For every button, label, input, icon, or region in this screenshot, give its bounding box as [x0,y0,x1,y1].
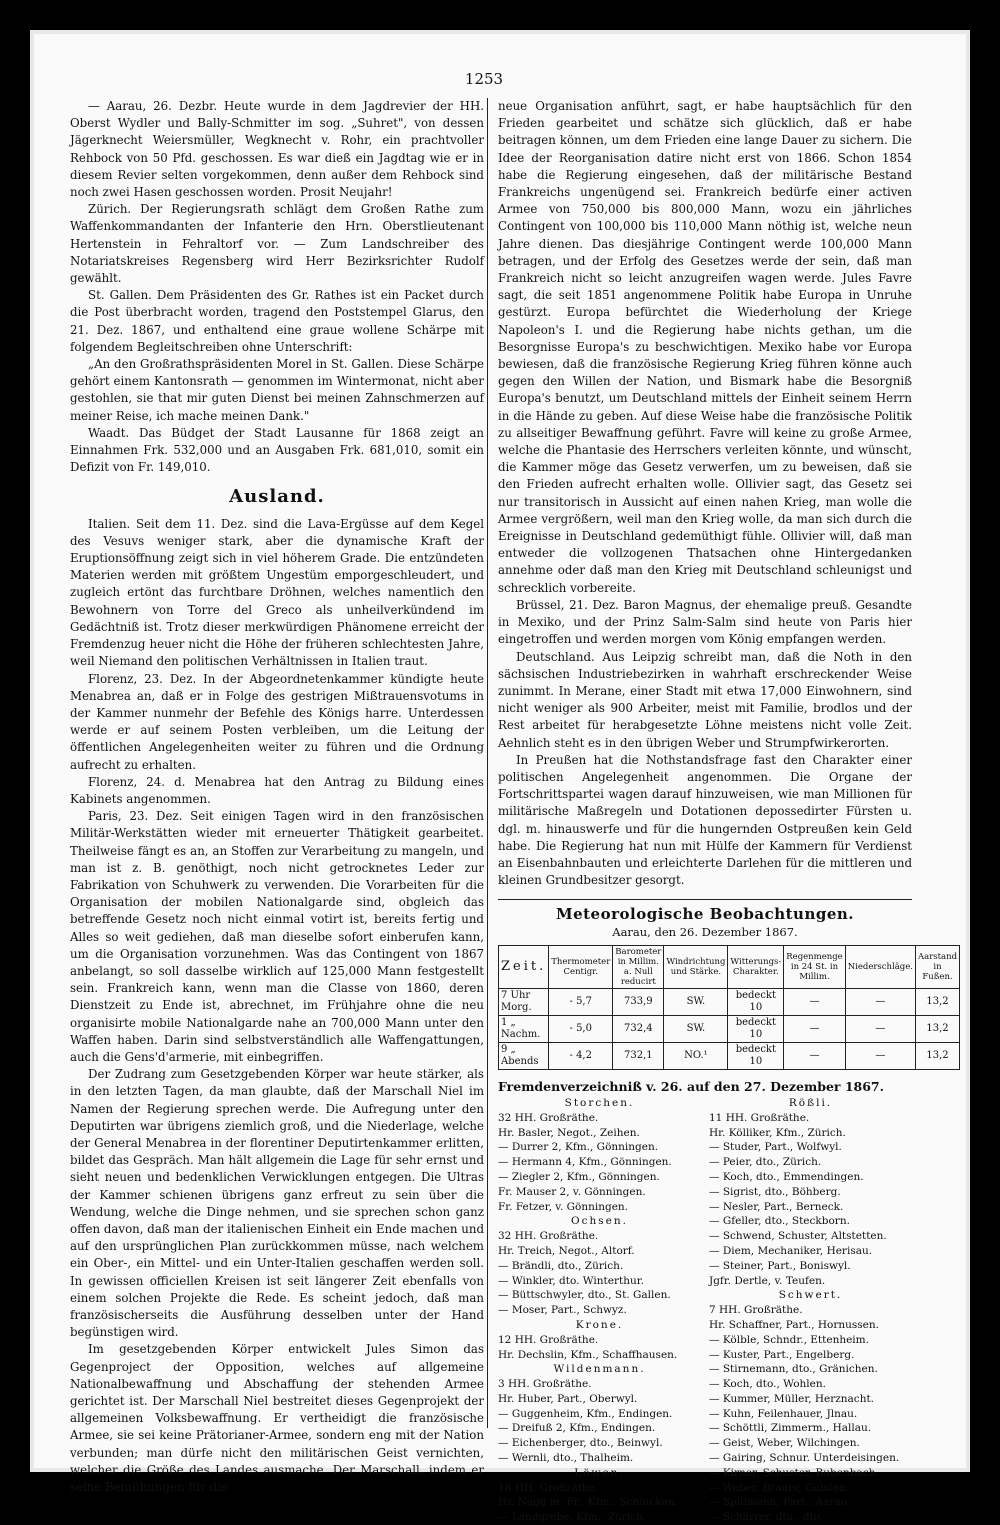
right-column [498,98,958,1525]
guest-list-column-right [709,1096,912,1525]
section-divider [498,899,912,900]
guest-entry: — Weber, Brauer, Golaten. [709,1481,850,1494]
hotel-name: Storchen. [564,1096,635,1109]
guest-entry: Hr. Basler, Negot., Zeihen. [498,1126,640,1139]
article-preussen: In Preußen hat die Nothstandsfrage fast den Charakter einer politischen Angelegenheit angenommen. Die Organe der Fortschrittspartei wagen darauf hinzuweisen, wie man Millionen für militärische Maßregeln und Dotationen depossedirter Fürsten u. dgl. m. hinauswerfe und für die hungernden Ostpreußen kein Geld habe. Die Regierung hat nun mit Hülfe der Kammern für Verdienst an Eisenbahnbauten und erleichterte Darlehen für die mittleren und kleinen Grundbesitzer gesorgt. [498,752,912,888]
hotel-name: Löwen. [574,1466,625,1479]
hotel-name: Wildenmann. [553,1363,646,1376]
guest-entry: 11 HH. Großräthe. [709,1111,810,1124]
meteo-row [499,1015,960,1042]
meteo-title: Meteorologische Beobachtungen. [555,905,855,924]
meteo-cell: NO.¹ [664,1042,728,1069]
article-st-gallen-letter: „An den Großrathspräsidenten Morel in St. Gallen. Diese Schärpe gehört einem Kantonsrath — genommen im Wintermonat, nicht aber gestohlen, sie that mir guten Dienst bei meinen Zahnschmerzen auf meiner Reise, ich mache meinen Dank." [70,357,484,423]
guest-entry: Fr. Mauser 2, v. Gönningen. [498,1185,646,1198]
meteo-cell: — [784,1015,845,1042]
article-paris-2: Der Zudrang zum Gesetzgebenden Körper war heute stärker, als in den letzten Tagen, da man glaubte, daß der Marschall Niel im Namen der Regierung sprechen werde. Die Aufregung unter den Deputirten war übrigens ziemlich groß, und die Niederlage, welche der General Menabrea in der florentiner Deputirtenkammer erlitten, bildet das Gespräch. Man hält allgemein die Lage für sehr ernst und sieht neuen und bedenklichen Verwicklungen entgegen. Die Ultras der Kammer schienen übrigens ganz erfreut zu sein über die Wendung, welche die Dinge nehmen, und sie sprechen schon ganz offen davon, daß man der italienischen Einheit ein Ende machen und auf den ursprünglichen Plan zurückkommen müsse, nach welchem ein Ober-, ein Mittel- und ein Unter-Italien geschaffen werden soll. In gewissen officiellen Kreisen ist seit längerer Zeit ebenfalls von einem solchen Projekte die Rede. Es scheint jedoch, daß man französischerseits die Ausführung desselben unter der Hand begünstigen wird. [70,1067,484,1340]
article-zuerich: Zürich. Der Regierungsrath schlägt dem Großen Rathe zum Waffenkommandanten der Infanterie den Hrn. Oberstlieutenant Hertenstein in Fehraltorf vor. — Zum Landschreiber des Notariatskreises Regensberg wird Herr Bezirksrichter Rudolf gewählt. [70,202,484,286]
guest-entry: — Landgrebe, Kfm., Zürich. [498,1511,647,1524]
guest-list [498,1096,912,1525]
guest-entry: — Spillmann, Part., Aarau. [709,1496,851,1509]
meteo-header-cell: Witterungs-Charakter. [728,945,784,988]
meteo-header-cell: Aarstand in Fußen. [915,945,959,988]
guest-entry: Hr. Treich, Negot., Altorf. [498,1244,635,1257]
article-florenz-23: Florenz, 23. Dez. In der Abgeordnetenkammer kündigte heute Menabrea an, daß er in Folge des gestrigen Mißtrauensvotums in der Kammer nunmehr der Befehle des Königs harre. Unterdessen werde er auf seinem Posten verbleiben, um die Leitung der öffentlichen Angelegenheiten weiter zu führen und die Ordnung aufrecht zu erhalten. [70,671,484,772]
guest-entry: — Schwend, Schuster, Altstetten. [709,1230,887,1243]
meteo-cell: — [784,1042,845,1069]
guest-entry: — Gfeller, dto., Steckborn. [709,1215,850,1228]
section-heading-ausland: Ausland. [229,486,325,508]
meteo-cell: 732,1 [613,1042,664,1069]
guest-entry: — Diem, Mechaniker, Herisau. [709,1244,873,1257]
guest-entry: 7 HH. Großräthe. [709,1304,803,1317]
guest-entry: — Steiner, Part., Boniswyl. [709,1259,851,1272]
guest-entry: Hr. Huber, Part., Oberwyl. [498,1392,638,1405]
meteo-header-cell: Thermometer Centigr. [549,945,613,988]
article-aarau: — Aarau, 26. Dezbr. Heute wurde in dem Jagdrevier der HH. Oberst Wydler und Bally-Schmitter im sog. „Suhret", von dessen Jägerknecht Weiersmüller, Wegknecht v. Rohr, ein prachtvoller Rehbock von 50 Pfd. geschossen. Es war dieß ein Jagdtag wie er in diesem Revier selten vorgekommen, denn außer dem Rehbock sind noch zwei Hasen geschossen worden. Prosit Neujahr! [70,99,484,200]
guest-entry: — Ziegler 2, Kfm., Gönningen. [498,1170,660,1183]
guest-list-title: Fremdenverzeichniß v. 26. auf den 27. Dezember 1867. [498,1078,884,1094]
guest-entry: Hr. Kölliker, Kfm., Zürich. [709,1126,846,1139]
hotel-name: Schwert. [778,1289,843,1302]
meteo-header-cell: Windrichtung und Stärke. [664,945,728,988]
guest-entry: Hr. Nagg m. Fr., Kfm., Schlucken. [498,1496,678,1509]
guest-entry: — Büttschwyler, dto., St. Gallen. [498,1289,671,1302]
guest-entry: — Kölble, Schndr., Ettenheim. [709,1333,869,1346]
hotel-name: Rößli. [788,1096,833,1109]
guest-entry: — Geist, Weber, Wilchingen. [709,1437,860,1450]
guest-entry: — Guggenheim, Kfm., Endingen. [498,1407,673,1420]
guest-entry: — Koch, dto., Wohlen. [709,1378,826,1391]
guest-entry: — Eichenberger, dto., Beinwyl. [498,1437,663,1450]
meteo-cell: — [845,988,915,1015]
guest-entry: — Kuster, Part., Engelberg. [709,1348,855,1361]
column-divider [487,98,488,1428]
meteo-cell: — [845,1042,915,1069]
meteo-cell: 7 Uhr Morg. [499,988,549,1015]
article-paris-3: Im gesetzgebenden Körper entwickelt Jules Simon das Gegenproject der Opposition, welches auf allgemeine Nationalbewaffnung und Abschaffung der stehenden Armee gerichtet ist. Der Marschall Niel bestreitet dieses Gegenprojekt der allgemeinen Volksbewaffnung. Er vertheidigt die französische Armee, sie sei keine Prätorianer-Armee, sondern eng mit der Nation verbunden; man dürfe nicht den militärischen Geist vernichten, welcher die Größe des Landes ausmache. Der Marschall, indem er seine Bemühungen für die [70,1342,484,1495]
guest-entry: — Kirner, Schuster, Bubenbach. [709,1466,879,1479]
guest-entry: — Studer, Part., Wolfwyl. [709,1141,842,1154]
guest-entry: 3 HH. Großräthe. [498,1378,592,1391]
meteo-row [499,988,960,1015]
guest-entry: — Wernli, dto., Thalheim. [498,1452,634,1465]
meteo-header-cell: Regenmenge in 24 St. in Millim. [784,945,845,988]
guest-entry: — Moser, Part., Schwyz. [498,1304,627,1317]
article-paris: Paris, 23. Dez. Seit einigen Tagen wird in den französischen Militär-Werkstätten wieder mit erneuerter Thätigkeit gearbeitet. Theilweise fängt es an, an Stoffen zur Verarbeitung zu mangeln, und man ist z. B. genöthigt, noch nicht getrocknetes Leder zur Fabrikation von Schuhwerk zu verwenden. Die Vorarbeiten für die Organisation der mobilen Nationalgarde sind, obgleich das betreffende Gesetz noch nicht einmal votirt ist, bereits fertig und Alles so weit gediehen, daß man dieselbe sofort einberufen kann, um die Organisation vorzunehmen. Was das Contingent von 1867 anbelangt, so soll dasselbe wirklich auf 125,000 Mann festgestellt sein. Frankreich kann, wenn man die Classe von 1860, deren Dienstzeit zu Ende ist, abrechnet, im Frühjahre ohne die neu organisirte mobile Nationalgarde nahe an 700,000 Mann unter den Waffen haben. Darin sind selbstverständlich alle Waffengattungen, auch die Gens'd'armerie, mit einbegriffen. [70,809,484,1064]
meteo-cell: bedeckt 10 [728,988,784,1015]
guest-entry: 12 HH. Großräthe. [498,1333,599,1346]
guest-entry: — Durrer 2, Kfm., Gönningen. [498,1141,659,1154]
left-column [70,98,484,1496]
meteo-header-cell: Niederschläge. [845,945,915,988]
guest-entry: — Peier, dto., Zürich. [709,1156,822,1169]
meteo-table [498,945,960,1070]
hotel-name: Ochsen. [571,1215,628,1228]
guest-entry: 32 HH. Großräthe. [498,1230,599,1243]
meteo-cell: — [845,1015,915,1042]
guest-entry: Fr. Fetzer, v. Gönningen. [498,1200,629,1213]
meteo-cell: - 5,0 [549,1015,613,1042]
guest-entry: 18 HH. Großräthe. [498,1481,599,1494]
guest-entry: — Gairing, Schnur. Unterdeisingen. [709,1452,900,1465]
meteo-cell: 13,2 [915,1042,959,1069]
meteo-cell: SW. [664,988,728,1015]
meteo-cell: 9 „ Abends [499,1042,549,1069]
meteo-subtitle: Aarau, den 26. Dezember 1867. [612,924,798,939]
guest-entry: Hr. Dechslin, Kfm., Schaffhausen. [498,1348,678,1361]
guest-entry: — Dreifuß 2, Kfm., Endingen. [498,1422,656,1435]
article-bruessel: Brüssel, 21. Dez. Baron Magnus, der ehemalige preuß. Gesandte in Mexiko, und der Prinz Salm-Salm sind heute von Paris hier eingetroffen und werden morgen vom König empfangen werden. [498,597,912,647]
meteo-cell: 733,9 [613,988,664,1015]
guest-entry: Jgfr. Dertle, v. Teufen. [709,1274,826,1287]
article-waadt: Waadt. Das Büdget der Stadt Lausanne für 1868 zeigt an Einnahmen Frk. 532,000 und an Ausgaben Frk. 681,010, somit ein Defizit von Fr. 149,010. [70,425,484,475]
guest-entry: — Koch, dto., Emmendingen. [709,1170,864,1183]
article-florenz-24: Florenz, 24. d. Menabrea hat den Antrag zu Bildung eines Kabinets angenommen. [70,774,484,806]
guest-entry: Hr. Schaffner, Part., Hornussen. [709,1318,879,1331]
meteo-cell: — [784,988,845,1015]
meteo-cell: 732,4 [613,1015,664,1042]
guest-entry: — Kummer, Müller, Herznacht. [709,1392,875,1405]
guest-entry: 32 HH. Großräthe. [498,1111,599,1124]
guest-entry: — Kuhn, Feilenhauer, Jlnau. [709,1407,858,1420]
meteo-cell: 13,2 [915,988,959,1015]
guest-entry: — Schöttli, Zimmerm., Hallau. [709,1422,872,1435]
article-paris-continued: neue Organisation anführt, sagt, er habe hauptsächlich für den Frieden gearbeitet und schätze sich glücklich, daß er habe beitragen können, um dem Frieden eine lange Dauer zu sichern. Die Idee der Reorganisation datire nicht erst von 1866. Schon 1854 habe die Regierung eingesehen, daß der militärische Bestand Frankreichs ungenügend sei. Frankreich bedürfe einer activen Armee von 750,000 bis 800,000 Mann, wozu ein jährliches Contingent von 100,000 bis 110,000 Mann nöthig ist, welche neun Jahre dienen. Das diesjährige Contingent werde 100,000 Mann betragen, und der Erfolg des Gesetzes werde der sein, daß man Frankreich nicht so leicht anzugreifen wagen werde. Jules Favre sagt, die seit 1851 angenommene Politik habe Europa in Unruhe gestürzt. Europa befürchtet die Wiederholung der Kriege Napoleon's I. und die Regierung habe nichts gethan, um die Besorgnisse Europa's zu beschwichtigen. Mexiko habe vor Europa bewiesen, daß die französische Regierung Krieg führen könne auch gegen den Willen der Nation, und Bismark habe die Besorgniß Europa's benutzt, um Deutschland mittels der Einheit seinem Herrn in die Hände zu geben. Auf diese Weise habe die französische Politik zu allseitiger Bewaffnung geführt. Favre will keine zu große Armee, welche die Phantasie des Herrschers verleiten könnte, und wünscht, die Kammer möge das Gesetz verwerfen, um zu beweisen, daß sie den Frieden aufrecht erhalten wolle. Ollivier sagt, das Gesetz sei nur transitorisch in Aussicht auf einen nahen Krieg, man wolle die Armee vergrößern, weil man den Krieg wolle, da man sich durch die Ereignisse in Deutschland gedemüthigt fühle. Ollivier will, daß man entweder die vollzogenen Thatsachen ohne Hintergedanken annehme oder daß man den Krieg mit Deutschland schleunigst und schrecklich vorbereite. [498,99,912,595]
guest-entry: — Winkler, dto. Winterthur. [498,1274,644,1287]
meteo-cell: 1 „ Nachm. [499,1015,549,1042]
page-number: 1253 [464,70,504,88]
guest-entry: — Schärrer, dto., dto. [709,1511,824,1524]
guest-entry: — Brändli, dto., Zürich. [498,1259,624,1272]
meteo-cell: bedeckt 10 [728,1042,784,1069]
article-st-gallen: St. Gallen. Dem Präsidenten des Gr. Rathes ist ein Packet durch die Post überbracht worden, tragend den Poststempel Glarus, den 21. Dez. 1867, und enthaltend eine graue wollene Schärpe mit folgendem Begleitschreiben ohne Unterschrift: [70,288,484,354]
guest-entry: — Stirnemann, dto., Gränichen. [709,1363,878,1376]
guest-entry: — Hermann 4, Kfm., Gönningen. [498,1156,672,1169]
meteo-cell: - 5,7 [549,988,613,1015]
meteo-header-row [499,945,960,988]
article-deutschland: Deutschland. Aus Leipzig schreibt man, daß die Noth in den sächsischen Industriebezirken in wahrhaft erschreckender Weise zunimmt. In Merane, einer Stadt mit etwa 17,000 Einwohnern, sind nicht weniger als 900 Arbeiter, meist mit Familie, brodlos und der Rest arbeitet für herabgesetzte Löhne meistens nicht volle Zeit. Aehnlich steht es in den übrigen Weber und Strumpfwirkerorten. [498,649,912,750]
guest-entry: — Nesler, Part., Berneck. [709,1200,844,1213]
meteo-header-cell: Barometer in Millim. a. Null reducirt [613,945,664,988]
guest-list-column-left [498,1096,701,1525]
meteo-cell: SW. [664,1015,728,1042]
guest-entry: — Sigrist, dto., Böhberg. [709,1185,841,1198]
meteo-cell: 13,2 [915,1015,959,1042]
meteo-row [499,1042,960,1069]
hotel-name: Krone. [575,1318,624,1331]
article-italien: Italien. Seit dem 11. Dez. sind die Lava-Ergüsse auf dem Kegel des Vesuvs weniger stark, aber die dynamische Kraft der Eruptionsöffnung zeigt sich in viel höherem Grade. Die entzündeten Materien werden mit größtem Ungestüm emporgeschleudert, und zugleich ertönt das furchtbare Dröhnen, welches namentlich den Bewohnern von Torre del Greco als unheilverkündend im Gedächtniß ist. Trotz dieser merkwürdigen Phänomene erreicht der Fremdenzug heuer nicht die Höhe der früheren schlechtesten Jahre, weil Niemand den politischen Verhältnissen in Italien traut. [70,516,484,669]
meteo-cell: - 4,2 [549,1042,613,1069]
meteo-header-cell: Zeit. [499,945,549,988]
newspaper-page [58,62,958,1524]
meteo-cell: bedeckt 10 [728,1015,784,1042]
